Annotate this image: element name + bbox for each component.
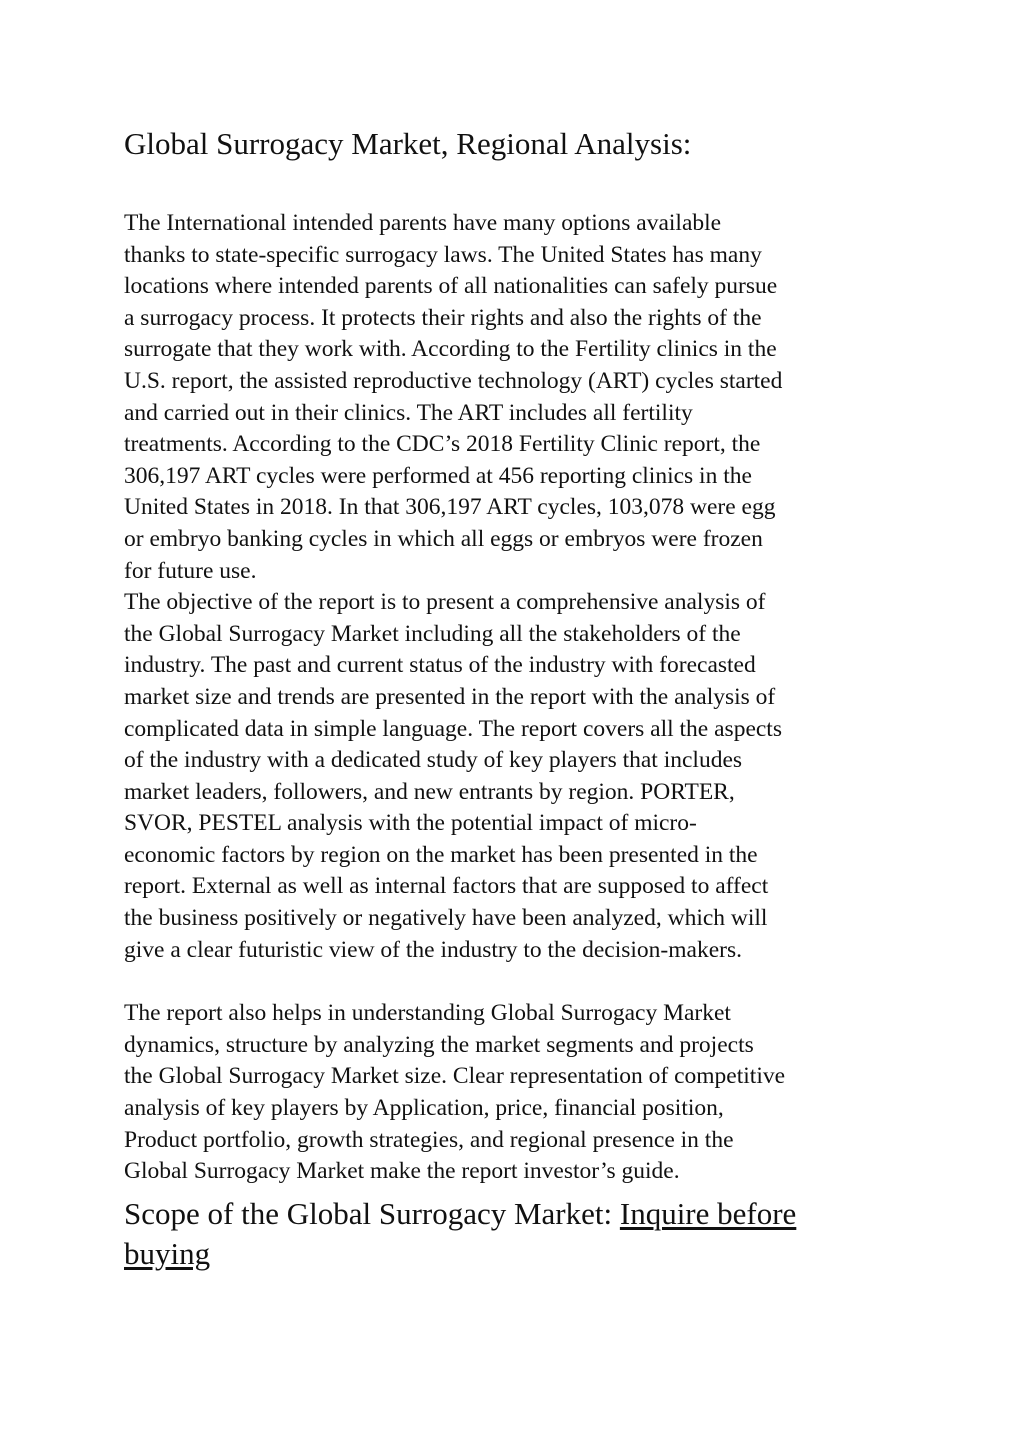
section-heading: Global Surrogacy Market, Regional Analysis: [124,126,692,161]
text-line: Global Surrogacy Market make the report investor’s guide. [124,1158,680,1185]
text-line: and carried out in their clinics. The ART includes all fertility [124,399,693,426]
paragraph-intended-parents [124,208,914,587]
scope-line-2 [124,1234,914,1274]
text-line: 306,197 ART cycles were performed at 456 reporting clinics in the [124,462,752,489]
text-line: or embryo banking cycles in which all eggs or embryos were frozen [124,525,763,552]
text-line: locations where intended parents of all nationalities can safely pursue [124,273,778,300]
text-line: the business positively or negatively have been analyzed, which will [124,905,768,932]
text-line: the Global Surrogacy Market including all the stakeholders of the [124,620,741,647]
text-line: United States in 2018. In that 306,197 ART cycles, 103,078 were egg [124,494,776,521]
text-line: SVOR, PESTEL analysis with the potential impact of micro- [124,810,697,837]
scope-line-1 [124,1194,914,1234]
text-line: thanks to state-specific surrogacy laws. The United States has many [124,241,762,268]
paragraph-report-objective [124,587,914,966]
inquire-before-buying-link-continued[interactable]: buying [124,1235,211,1271]
text-line: dynamics, structure by analyzing the market segments and projects [124,1031,754,1058]
text-line: complicated data in simple language. The report covers all the aspects [124,715,782,742]
scope-heading [124,1194,914,1274]
text-line: give a clear futuristic view of the industry to the decision-makers. [124,936,742,963]
text-line: The report also helps in understanding Global Surrogacy Market [124,1000,731,1027]
scope-text: Scope of the Global Surrogacy Market: [124,1195,620,1231]
text-line: economic factors by region on the market has been presented in the [124,841,758,868]
text-line: The objective of the report is to present a comprehensive analysis of [124,589,766,616]
text-line: analysis of key players by Application, price, financial position, [124,1095,724,1122]
document-page [124,122,914,1274]
text-line: market size and trends are presented in the report with the analysis of [124,683,776,710]
text-line: surrogate that they work with. According to the Fertility clinics in the [124,336,777,363]
text-line: market leaders, followers, and new entrants by region. PORTER, [124,778,735,805]
text-line: for future use. [124,557,257,584]
paragraph-gap [124,966,914,998]
text-line: the Global Surrogacy Market size. Clear representation of competitive [124,1063,786,1090]
text-line: industry. The past and current status of the industry with forecasted [124,652,756,679]
text-line: treatments. According to the CDC’s 2018 Fertility Clinic report, the [124,431,761,458]
inquire-before-buying-link[interactable]: Inquire before [619,1195,797,1231]
text-line: U.S. report, the assisted reproductive technology (ART) cycles started [124,367,783,394]
text-line: a surrogacy process. It protects their rights and also the rights of the [124,304,762,331]
paragraph-market-dynamics [124,998,914,1188]
text-line: Product portfolio, growth strategies, and regional presence in the [124,1126,734,1153]
text-line: report. External as well as internal factors that are supposed to affect [124,873,769,900]
text-line: of the industry with a dedicated study of key players that includes [124,747,743,774]
text-line: The International intended parents have many options available [124,210,722,236]
